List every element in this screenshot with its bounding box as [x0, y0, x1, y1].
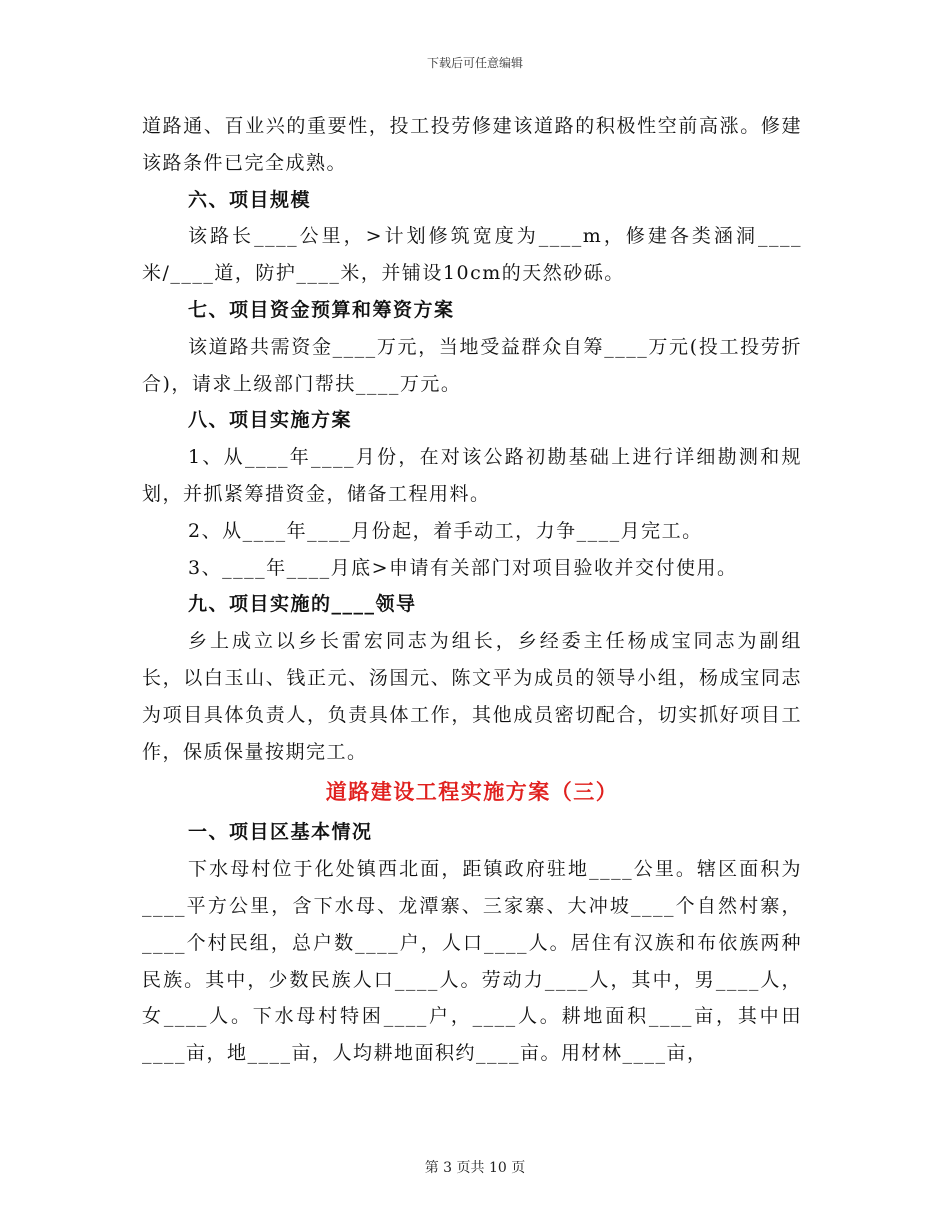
- section-heading: 九、项目实施的____领导: [188, 593, 417, 616]
- paragraph: 3、____年____月底>申请有关部门对项目验收并交付使用。: [188, 556, 738, 579]
- paragraph: 2、从____年____月份起，着手动工，力争____月完工。: [188, 519, 703, 542]
- paragraph: 下水母村位于化处镇西北面，距镇政府驻地____公里。辖区面积为____平方公里，含下水母、龙潭寨、三家寨、大冲坡____个自然村寨，____个村民组，总户数____户，人口____人。居住有汉族和布依族两种民族。其中，少数民族人口____人。劳动力____人，其中，男____人，女____人。下水母村特困____户，____人。耕地面积____亩，其中田____亩，地____亩，人均耕地面积约____亩。用材林____亩，: [142, 858, 802, 1065]
- paragraph: 乡上成立以乡长雷宏同志为组长，乡经委主任杨成宝同志为副组长，以白玉山、钱正元、汤国元、陈文平为成员的领导小组，杨成宝同志为项目具体负责人，负责具体工作，其他成员密切配合，切实抓好项目工作，保质保量按期完工。: [142, 630, 802, 763]
- paragraph: 该路长____公里，>计划修筑宽度为____m，修建各类涵洞____米/____道，防护____米，并铺设10cm的天然砂砾。: [142, 225, 802, 285]
- document-body: [142, 108, 802, 1072]
- paragraph: 1、从____年____月份，在对该公路初勘基础上进行详细勘测和规划，并抓紧筹措资金，储备工程用料。: [142, 446, 802, 505]
- section-heading: 七、项目资金预算和筹资方案: [188, 298, 455, 321]
- paragraph: 道路通、百业兴的重要性，投工投劳修建该道路的积极性空前高涨。修建该路条件已完全成熟。: [142, 115, 802, 174]
- section-heading: 八、项目实施方案: [188, 409, 353, 432]
- section-heading: 六、项目规模: [188, 188, 312, 211]
- section-heading: 一、项目区基本情况: [188, 821, 373, 844]
- page-footer: 第 3 页共 10 页: [424, 1160, 526, 1176]
- page-header: 下载后可任意编辑: [426, 56, 523, 70]
- document-title: 道路建设工程实施方案（三）: [325, 779, 619, 805]
- paragraph: 该道路共需资金____万元，当地受益群众自筹____万元(投工投劳折合)，请求上级部门帮扶____万元。: [142, 335, 802, 395]
